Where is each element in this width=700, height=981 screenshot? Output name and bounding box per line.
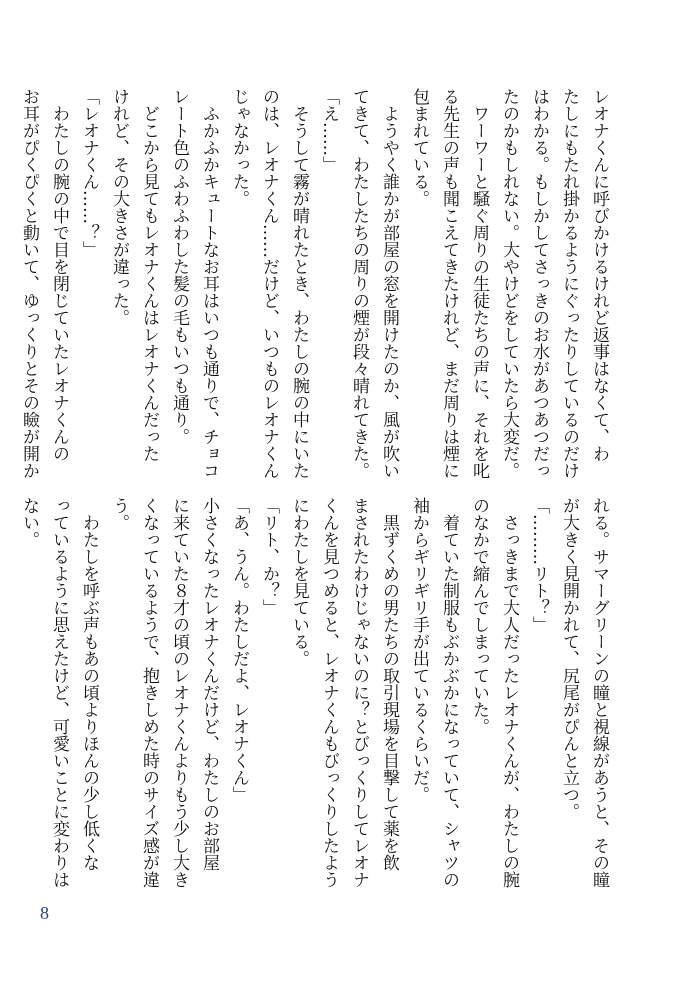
text-line: レート色のふわふわした髪の毛もいつも通り。 [169,88,189,445]
text-line: けれど、その大きさが違った。 [109,88,129,326]
text-line: 包まれている。 [409,88,429,207]
text-line: じゃなかった。 [229,88,249,207]
text-block-lower [14,497,614,907]
text-line: くんを見つめると、レオナくんもびっくりしたよう [319,497,339,888]
text-line: れる。サマーグリーンの瞳と視線があうと、その瞳 [589,497,609,888]
text-line: ない。 [19,497,39,548]
text-line: 袖からギリギリ手が出ているくらいだ。 [409,497,429,803]
text-line: 「え……」 [319,88,339,173]
text-line: 「リト、か？」 [259,497,279,616]
text-line: たのかもしれない。大やけどをしていたら大変だ。 [499,88,519,479]
text-line: ようやく誰かが部屋の窓を開けたのか、風が吹い [379,105,399,479]
text-block-upper [14,88,614,498]
text-line: のなかで縮んでしまっていた。 [469,497,489,735]
text-line: 「あ、うん。わたしだよ、レオナくん」 [229,497,249,803]
text-line: てきて、わたしたちの周りの煙が段々晴れてきた。 [349,88,369,479]
text-line: くなっているようで、抱きしめた時のサイズ感が違 [139,497,159,888]
text-line: どこから見てもレオナくんはレオナくんだった [139,105,159,462]
text-line: はわかる。もしかしてさっきのお水があつあつだっ [529,88,549,479]
text-line: そうして霧が晴れたとき、わたしの腕の中にいた [289,105,309,479]
text-line: に来ていた８才の頃のレオナくんよりもう少し大き [169,497,189,888]
text-line: まされたわけじゃないのに？とびっくりしてレオナ [349,497,369,888]
text-line: たしにもたれ掛かるようにぐったりしているのだけ [559,88,579,479]
text-line: わたしの腕の中で目を閉じていたレオナくんの [49,105,69,462]
text-line: 「………リト？」 [529,497,549,633]
text-line: わたしを呼ぶ声もあの頃よりほんの少し低くな [79,514,99,871]
text-line: ワーワーと騒ぐ周りの生徒たちの声に、それを叱 [469,105,489,479]
text-line: う。 [109,497,129,531]
page-number: 8 [40,903,49,923]
text-line: 小さくなったレオナくんだけど、わたしのお部屋 [199,497,219,871]
text-line: 「レオナくん……？」 [79,88,99,258]
text-line: お耳がぴくぴくと動いて、ゆっくりとその瞼が開か [19,88,39,479]
text-line: ふかふかキュートなお耳はいつも通りで、チョコ [199,105,219,479]
text-line: っているように思えたけど、可愛いことに変わりは [49,497,69,888]
text-line: にわたしを見ている。 [289,497,309,667]
text-line: る先生の声も聞こえてきたけれど、まだ周りは煙に [439,88,459,479]
text-line: レオナくんに呼びかけるけれど返事はなくて、わ [589,88,609,462]
text-line: のは、レオナくん……だけど、いつものレオナくん [259,88,279,479]
text-line: が大きく見開かれて、尻尾がぴんと立つ。 [559,497,579,820]
text-line: 着ていた制服もぶかぶかになっていて、シャツの [439,514,459,888]
text-line: さっきまで大人だったレオナくんが、わたしの腕 [499,514,519,888]
text-line: 黒ずくめの男たちの取引現場を目撃して薬を飲 [379,514,399,871]
